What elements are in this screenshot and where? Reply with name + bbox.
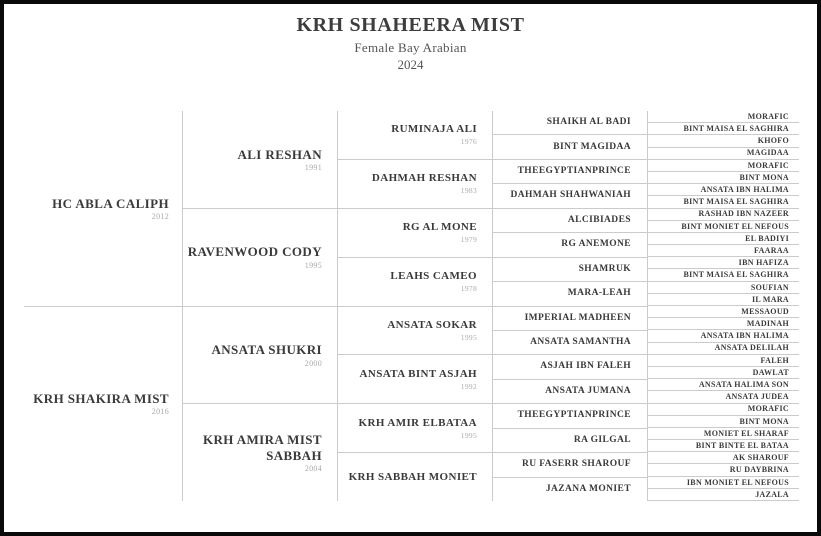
horse-name: JAZALA — [755, 489, 789, 499]
page-title: KRH SHAHEERA MIST — [296, 14, 525, 36]
generation-column-5 — [647, 111, 799, 501]
horse-year: 2016 — [151, 407, 169, 417]
horse-name: IL MARA — [752, 294, 789, 304]
horse-name: DAHMAH RESHAN — [371, 172, 477, 185]
pedigree-cell — [338, 453, 492, 501]
pedigree-cell — [493, 209, 647, 233]
horse-name: BINT MAISA EL SAGHIRA — [683, 197, 789, 207]
horse-year: 1979 — [460, 235, 477, 245]
horse-name: BINT MAGIDAA — [553, 141, 631, 152]
pedigree-cell — [648, 172, 799, 184]
horse-name: RA GILGAL — [573, 434, 631, 445]
generation-column-3 — [337, 111, 492, 501]
pedigree-cell — [493, 184, 647, 208]
pedigree-cell — [338, 307, 492, 356]
horse-year: 1978 — [460, 284, 477, 294]
pedigree-cell — [648, 196, 799, 208]
pedigree-cell — [648, 489, 799, 501]
pedigree-cell — [338, 111, 492, 160]
horse-name: BINT BINTE EL BATAA — [695, 440, 789, 450]
pedigree-cell — [648, 160, 799, 172]
horse-name: DAWLAT — [752, 367, 789, 377]
pedigree-cell — [648, 135, 799, 147]
horse-name: BINT MONA — [739, 172, 789, 182]
horse-year: 1991 — [304, 163, 322, 173]
pedigree-cell — [493, 380, 647, 404]
horse-name: THEEGYPTIANPRINCE — [517, 410, 631, 421]
horse-name: FAARAA — [754, 245, 789, 255]
horse-name: DAHMAH SHAHWANIAH — [510, 190, 631, 201]
pedigree-cell — [648, 464, 799, 476]
pedigree-cell — [338, 209, 492, 258]
pedigree-cell — [648, 269, 799, 281]
pedigree-cell — [493, 282, 647, 306]
pedigree-cell — [648, 452, 799, 464]
horse-name: MONIET EL SHARAF — [703, 428, 789, 438]
generation-column-1 — [24, 111, 182, 501]
horse-name: ANSATA IBN HALIMA — [700, 331, 789, 341]
pedigree-cell — [648, 245, 799, 257]
pedigree-cell — [338, 160, 492, 209]
pedigree-cell — [648, 367, 799, 379]
pedigree-cell — [648, 440, 799, 452]
pedigree-cell — [493, 453, 647, 477]
pedigree-cell — [493, 429, 647, 453]
horse-name: SHAMRUK — [578, 263, 631, 274]
horse-name: RUMINAJA ALI — [391, 123, 477, 136]
horse-name: ANSATA HALIMA SON — [698, 380, 789, 389]
horse-name: HC ABLA CALIPH — [52, 195, 169, 211]
pedigree-cell — [648, 233, 799, 245]
pedigree-cell — [648, 257, 799, 269]
horse-name: FALEH — [760, 355, 789, 365]
pedigree-cell — [338, 355, 492, 404]
pedigree-cell — [493, 135, 647, 159]
horse-name: ANSATA DELILAH — [714, 343, 789, 353]
horse-year: 2000 — [304, 358, 322, 368]
pedigree-cell — [493, 111, 647, 135]
horse-name: BINT MAISA EL SAGHIRA — [683, 124, 789, 134]
pedigree-cell — [493, 331, 647, 355]
pedigree-cell — [648, 355, 799, 367]
horse-name: MORAFIC — [747, 160, 789, 170]
horse-name: ANSATA JUDEA — [725, 392, 789, 402]
horse-name: ASJAH IBN FALEH — [540, 361, 631, 372]
horse-name: BINT MONIET EL NEFOUS — [681, 221, 789, 231]
pedigree-cell — [24, 111, 182, 307]
horse-name: ANSATA JUMANA — [545, 385, 631, 396]
pedigree-cell — [648, 428, 799, 440]
pedigree-cell — [648, 111, 799, 123]
pedigree-cell — [648, 330, 799, 342]
pedigree-cell — [648, 379, 799, 391]
horse-name: IBN HAFIZA — [738, 258, 789, 268]
pedigree-cell — [493, 307, 647, 331]
horse-name: MAGIDAA — [746, 148, 789, 158]
pedigree-cell — [493, 404, 647, 428]
pedigree-cell — [648, 391, 799, 403]
pedigree-cell — [183, 209, 337, 307]
pedigree-cell — [493, 478, 647, 501]
pedigree-cell — [648, 306, 799, 318]
horse-year: 1995 — [460, 430, 477, 440]
horse-name: THEEGYPTIANPRINCE — [517, 165, 631, 176]
horse-name: EL BADIYI — [745, 233, 789, 243]
horse-year: 1983 — [460, 186, 477, 196]
horse-name: AK SHAROUF — [732, 453, 789, 463]
pedigree-cell — [338, 258, 492, 307]
horse-name: ALI RESHAN — [237, 146, 322, 162]
horse-name: SOUFIAN — [750, 282, 789, 292]
pedigree-cell — [648, 318, 799, 330]
horse-name: ALCIBIADES — [567, 214, 631, 225]
horse-name: ANSATA BINT ASJAH — [359, 367, 477, 380]
horse-name: KHOFO — [757, 136, 789, 146]
pedigree-cell — [648, 184, 799, 196]
horse-name: ANSATA IBN HALIMA — [700, 185, 789, 194]
generation-column-4 — [492, 111, 647, 501]
horse-name: KRH SABBAH MONIET — [348, 470, 477, 483]
pedigree-cell — [648, 294, 799, 306]
horse-name: ANSATA SAMANTHA — [530, 337, 631, 348]
pedigree-cell — [493, 160, 647, 184]
horse-name: SHAIKH AL BADI — [546, 117, 631, 128]
horse-year: 1976 — [460, 137, 477, 147]
horse-year: 1995 — [460, 332, 477, 342]
horse-year: 2012 — [151, 211, 169, 221]
pedigree-cell — [24, 307, 182, 502]
pedigree-cell — [648, 416, 799, 428]
horse-name: BINT MONA — [739, 416, 789, 426]
horse-name: JAZANA MONIET — [545, 483, 631, 494]
horse-name: ANSATA SHUKRI — [211, 342, 322, 358]
horse-name: RAVENWOOD CODY — [187, 244, 322, 260]
horse-name: RASHAD IBN NAZEER — [698, 209, 789, 219]
horse-name: MORAFIC — [747, 404, 789, 414]
horse-year: 2004 — [304, 463, 322, 473]
horse-name: KRH SHAKIRA MIST — [33, 391, 169, 407]
horse-name: IBN MONIET EL NEFOUS — [686, 477, 789, 487]
subject-birth-year: 2024 — [397, 57, 424, 72]
pedigree-cell — [493, 258, 647, 282]
page-header — [4, 14, 817, 73]
pedigree-cell — [183, 111, 337, 209]
horse-name: RU FASERR SHAROUF — [521, 459, 631, 470]
horse-name: IMPERIAL MADHEEN — [524, 312, 631, 323]
pedigree-cell — [648, 209, 799, 221]
horse-year: 1995 — [304, 260, 322, 270]
pedigree-cell — [648, 404, 799, 416]
horse-name: ANSATA SOKAR — [387, 318, 477, 331]
horse-name: RG ANEMONE — [561, 239, 631, 250]
generation-column-2 — [182, 111, 337, 501]
pedigree-chart — [24, 111, 799, 501]
horse-name: RG AL MONE — [402, 221, 477, 234]
horse-year: 1992 — [460, 381, 477, 391]
pedigree-cell — [338, 404, 492, 453]
pedigree-cell — [648, 221, 799, 233]
pedigree-cell — [648, 123, 799, 135]
horse-name: KRH AMIR ELBATAA — [358, 416, 477, 429]
subject-description: Female Bay Arabian — [354, 40, 467, 55]
horse-name: MARA-LEAH — [567, 288, 631, 299]
horse-name: MESSAOUD — [741, 306, 789, 316]
pedigree-cell — [183, 404, 337, 501]
horse-name: LEAHS CAMEO — [390, 270, 477, 283]
pedigree-cell — [493, 233, 647, 257]
pedigree-cell — [648, 477, 799, 489]
horse-name: MADINAH — [746, 319, 789, 329]
pedigree-cell — [183, 307, 337, 405]
horse-name: KRH AMIRA MIST SABBAH — [202, 432, 322, 463]
pedigree-cell — [648, 282, 799, 294]
horse-name: BINT MAISA EL SAGHIRA — [683, 270, 789, 280]
horse-name: MORAFIC — [747, 111, 789, 121]
pedigree-cell — [648, 148, 799, 160]
horse-name: RU DAYBRINA — [729, 465, 789, 475]
pedigree-cell — [648, 343, 799, 355]
pedigree-cell — [493, 355, 647, 379]
